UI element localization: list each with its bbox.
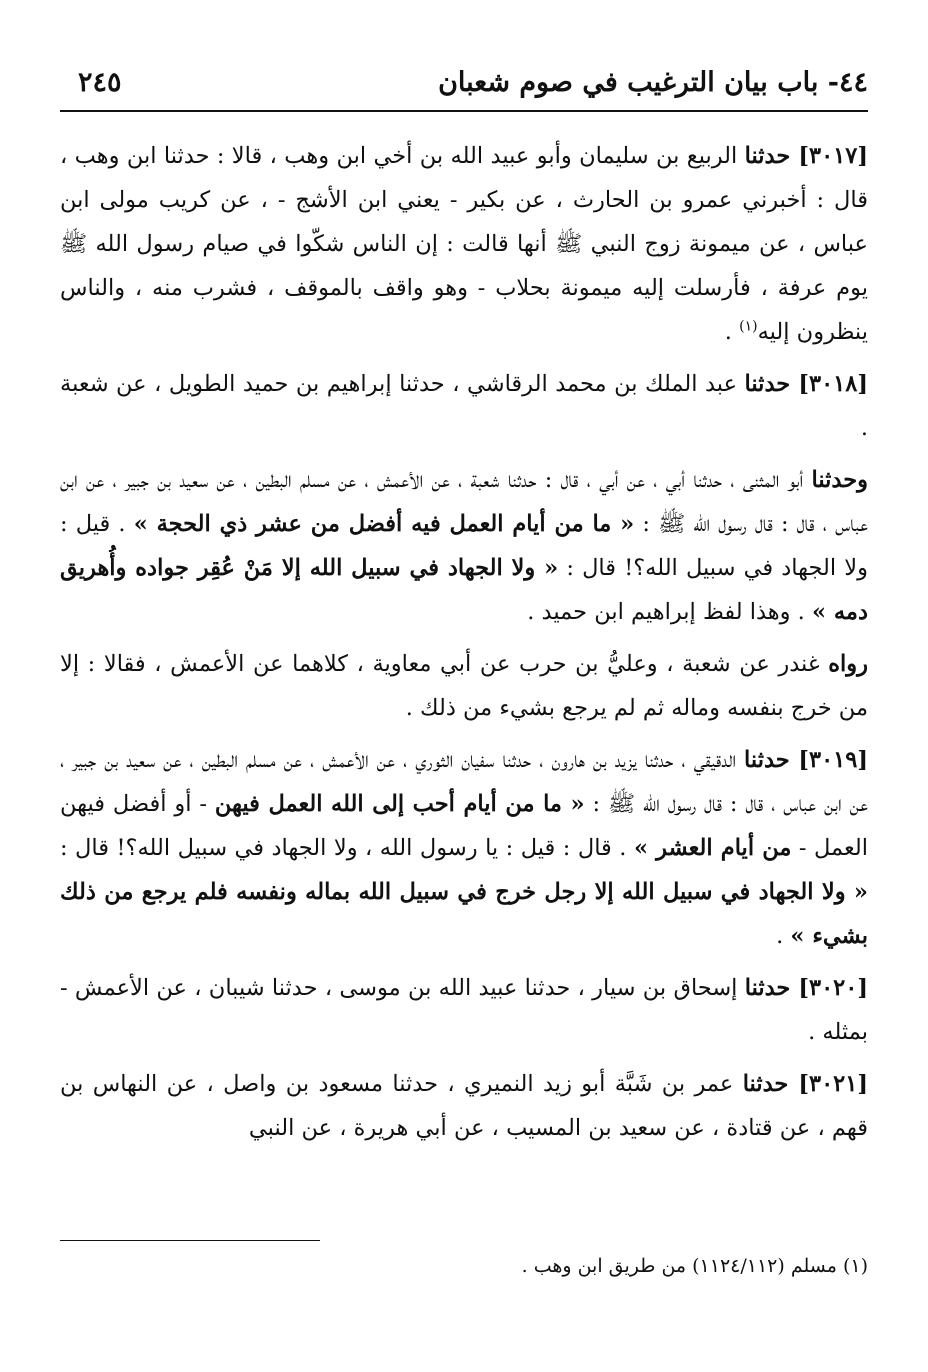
- hadith-text: . قيل : ولا الجهاد في سبيل الله؟! قال :: [60, 511, 868, 581]
- hadith-text: أبو المثنى ، حدثنا أبي ، عن أبي ، قال : حدثنا شعبة ، عن الأعمش ، عن مسلم البطين ، عن سعيد بن جبير ، عن ابن عباس ، قال : قال رسول الله ﷺ :: [60, 467, 869, 537]
- hadith-3017: [60, 134, 868, 354]
- hadith-number: [٣٠٢١]: [788, 1071, 868, 1097]
- prophetic-saying: « ما من أيام أحب إلى الله العمل فيهن: [214, 791, 585, 817]
- hadith-text: إسحاق بن سيار ، حدثنا عبيد الله بن موسى ، حدثنا شيبان ، عن الأعمش - بمثله .: [60, 975, 868, 1045]
- narration-keyword: حدثنا: [742, 1071, 789, 1097]
- hadith-3018: [60, 362, 868, 450]
- prophetic-saying: من أيام العشر »: [633, 835, 792, 861]
- hadith-text: . قال : قيل : يا رسول الله ، ولا الجهاد في سبيل الله؟! قال :: [60, 835, 634, 861]
- hadith-text: . وهذا لفظ إبراهيم ابن حميد .: [527, 599, 812, 625]
- running-header: [60, 54, 868, 112]
- narration-keyword: حدثنا: [744, 747, 790, 773]
- hadith-3020: [60, 966, 868, 1054]
- footnote-divider: [60, 1240, 320, 1241]
- hadith-number: [٣٠٢٠]: [790, 975, 868, 1001]
- hadith-3021: [60, 1062, 868, 1150]
- prophetic-saying: « ما من أيام العمل فيه أفضل من عشر ذي الحجة »: [133, 511, 635, 537]
- narration-keyword: حدثنا: [744, 371, 791, 397]
- footnote-marker: (١): [739, 318, 758, 335]
- narration-keyword: حدثنا: [744, 975, 791, 1001]
- hadith-text: الدقيقي ، حدثنا يزيد بن هارون ، حدثنا سفيان الثوري ، عن الأعمش ، عن مسلم البطين ، عن سعيد بن جبير ، عن ابن عباس ، قال : قال رسول الله ﷺ :: [60, 747, 869, 817]
- hadith-text: غندر عن شعبة ، وعليُّ بن حرب عن أبي معاوية ، كلاهما عن الأعمش ، فقالا : إلا من خرج بنفسه وماله ثم لم يرجع بشيء من ذلك .: [60, 651, 868, 721]
- book-page: [60, 54, 868, 1354]
- body-text: [60, 134, 868, 1150]
- prophetic-saying: « ولا الجهاد في سبيل الله إلا مَنْ عُقِر جواده وأُهريق دمه »: [60, 555, 868, 625]
- hadith-3019: [60, 738, 868, 958]
- narration-keyword: رواه: [828, 651, 868, 677]
- hadith-3018-chain: [60, 458, 868, 634]
- hadith-text: عبد الملك بن محمد الرقاشي ، حدثنا إبراهيم بن حميد الطويل ، عن شعبة .: [60, 371, 868, 441]
- hadith-number: [٣٠١٩]: [789, 747, 868, 773]
- hadith-number: [٣٠١٨]: [790, 371, 868, 397]
- hadith-3018-riwaya: [60, 642, 868, 730]
- page-number: ٢٤٥: [78, 67, 122, 98]
- hadith-text: عمر بن شَبَّة أبو زيد النميري ، حدثنا مسعود بن واصل ، عن النهاس بن قهم ، عن قتادة ، عن سعيد بن المسيب ، عن أبي هريرة ، عن النبي: [60, 1071, 868, 1141]
- narration-keyword: حدثنا: [744, 143, 791, 169]
- hadith-text: - أو أفضل فيهن العمل -: [60, 791, 868, 861]
- chapter-title: ٤٤- باب بيان الترغيب في صوم شعبان: [438, 67, 868, 98]
- narration-keyword: وحدثنا: [811, 467, 868, 493]
- hadith-text: .: [776, 923, 791, 949]
- prophetic-saying: « ولا الجهاد في سبيل الله إلا رجل خرج في سبيل الله بماله ونفسه فلم يرجع من ذلك بشيء »: [60, 879, 868, 949]
- hadith-text: .: [724, 319, 740, 345]
- footnote: (١) مسلم (١١٢٤/١١٢) من طريق ابن وهب .: [521, 1255, 868, 1277]
- hadith-number: [٣٠١٧]: [790, 143, 868, 169]
- hadith-text: الربيع بن سليمان وأبو عبيد الله بن أخي ابن وهب ، قالا : حدثنا ابن وهب ، قال : أخبرني عمرو بن الحارث ، عن بكير - يعني ابن الأشج - ، عن كريب مولى ابن عباس ، عن ميمونة زوج النبي ﷺ أنها قالت : إن الناس شكّوا في صيام رسول الله ﷺ يوم عرفة ، فأرسلت إليه ميمونة بحلاب - وهو واقف بالموقف ، فشرب منه ، والناس ينظرون إليه: [60, 143, 868, 345]
